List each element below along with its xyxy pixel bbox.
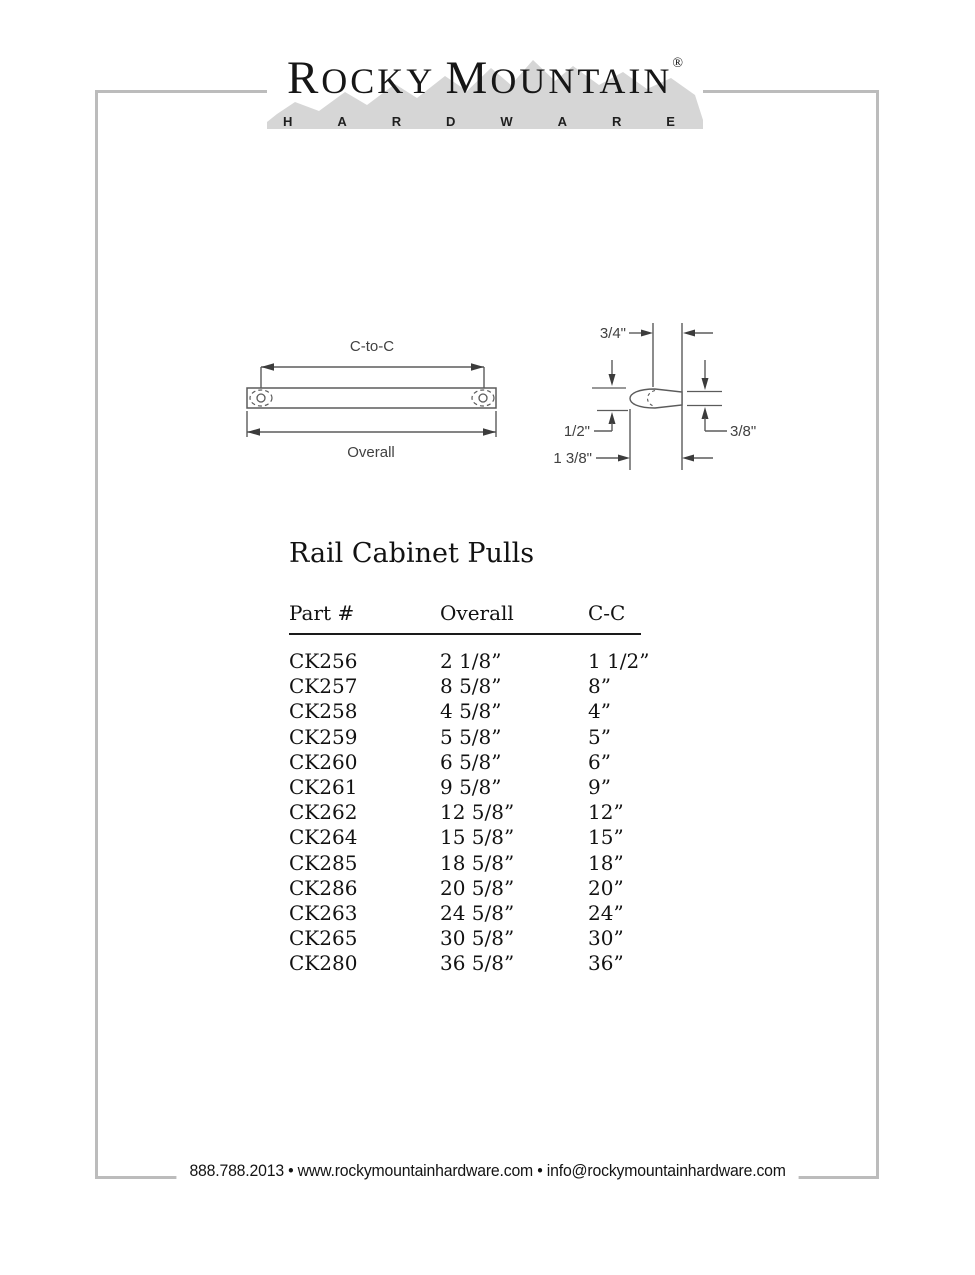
brand-rest: OUNTAIN [490,61,673,101]
overall-cell: 30 5/8” [440,926,515,951]
subtitle-letter: A [337,114,347,129]
overall-cell: 8 5/8” [440,674,502,699]
right-height-dimension-label: 3/8" [730,423,757,440]
overall-cell: 5 5/8” [440,724,502,749]
brand-rest: OCKY [321,61,436,101]
subtitle-letter: E [666,114,675,129]
subtitle-letter: A [557,114,567,129]
c-to-c-dimension-label: C-to-C [349,338,395,355]
overall-cell: 36 5/8” [440,951,515,976]
registered-trademark-icon: ® [672,56,684,71]
rail-pull-front-view [247,388,496,408]
table-row [289,699,641,724]
subtitle-letter: R [391,114,402,129]
arrowhead-down-icon [702,378,709,390]
part-number-cell: CK286 [289,875,358,900]
brand-wordmark [267,48,703,111]
cc-cell: 6” [588,749,611,774]
column-header-part: Part # [289,601,355,625]
table-row [289,800,641,825]
cc-cell: 12” [588,800,624,825]
spec-table-header [289,601,641,629]
part-number-cell: CK262 [289,800,358,825]
overall-cell: 18 5/8” [440,850,515,875]
brand-subtitle-hardware [283,114,675,129]
brand-initial: R [286,52,322,104]
header-rule [289,633,641,635]
projection-dimension-label: 3/4" [599,325,626,342]
table-row [289,750,641,775]
part-number-cell: CK261 [289,774,358,799]
overall-cell: 2 1/8” [440,649,502,673]
table-row [289,851,641,876]
spec-table-body [289,649,650,976]
overall-cell: 20 5/8” [440,875,515,900]
dimension-drawing [240,315,760,485]
right-screw-hole [479,394,487,402]
subtitle-letter: H [283,114,293,129]
table-row [289,926,641,951]
table-row [289,725,641,750]
overall-cell: 24 5/8” [440,900,515,925]
cc-cell: 24” [588,900,624,925]
table-row [289,674,641,699]
subtitle-letter: R [611,114,622,129]
arrowhead-right-icon [483,428,496,436]
subtitle-letter: W [500,114,513,129]
part-number-cell: CK256 [289,649,358,673]
part-number-cell: CK280 [289,951,358,976]
overall-cell: 12 5/8” [440,800,515,825]
cc-cell: 5” [588,724,611,749]
column-header-overall: Overall [440,601,514,625]
arrowhead-left-icon [261,363,274,371]
table-row [289,951,641,976]
cc-cell: 20” [588,875,624,900]
table-row [289,901,641,926]
part-number-cell: CK285 [289,850,358,875]
left-screw-hole [257,394,265,402]
part-number-cell: CK259 [289,724,358,749]
table-row [289,649,650,674]
arrowhead-right-icon [641,330,653,337]
part-number-cell: CK265 [289,926,358,951]
part-number-cell: CK257 [289,674,358,699]
arrowhead-right-icon [618,455,630,462]
arrowhead-down-icon [609,374,616,386]
overall-cell: 15 5/8” [440,825,515,850]
brand-initial: M [445,52,491,104]
cc-cell: 36” [588,951,624,976]
column-header-cc: C-C [588,601,626,625]
overall-cell: 9 5/8” [440,774,502,799]
table-row [289,876,641,901]
page-title: Rail Cabinet Pulls [289,538,535,569]
cc-cell: 4” [588,699,611,724]
arrowhead-left-icon [683,330,695,337]
part-number-cell: CK264 [289,825,358,850]
arrowhead-up-icon [609,412,616,424]
cc-cell: 9” [588,774,611,799]
part-number-cell: CK260 [289,749,358,774]
left-height-dimension-label: 1/2" [563,423,590,440]
part-number-cell: CK258 [289,699,358,724]
table-row [289,775,641,800]
part-number-cell: CK263 [289,900,358,925]
rocky-mountain-logo [267,42,703,138]
subtitle-letter: D [446,114,456,129]
arrowhead-left-icon [247,428,260,436]
cc-cell: 8” [588,674,611,699]
cc-cell: 18” [588,850,624,875]
overall-cell: 6 5/8” [440,749,502,774]
footer-contact-line: 888.788.2013 • www.rockymountainhardware.com • info@rockymountainhardware.com [176,1161,798,1181]
cc-cell: 1 1/2” [588,649,650,673]
cc-cell: 15” [588,825,624,850]
arrowhead-left-icon [682,455,694,462]
overall-dimension-label: Overall [347,444,395,461]
table-row [289,825,641,850]
footer [0,1161,975,1181]
cc-cell: 30” [588,926,624,951]
arrowhead-right-icon [471,363,484,371]
spec-table [289,601,650,976]
arrowhead-up-icon [702,407,709,419]
overall-cell: 4 5/8” [440,699,502,724]
depth-dimension-label: 1 3/8" [553,450,592,467]
rail-pull-side-profile [630,389,682,408]
